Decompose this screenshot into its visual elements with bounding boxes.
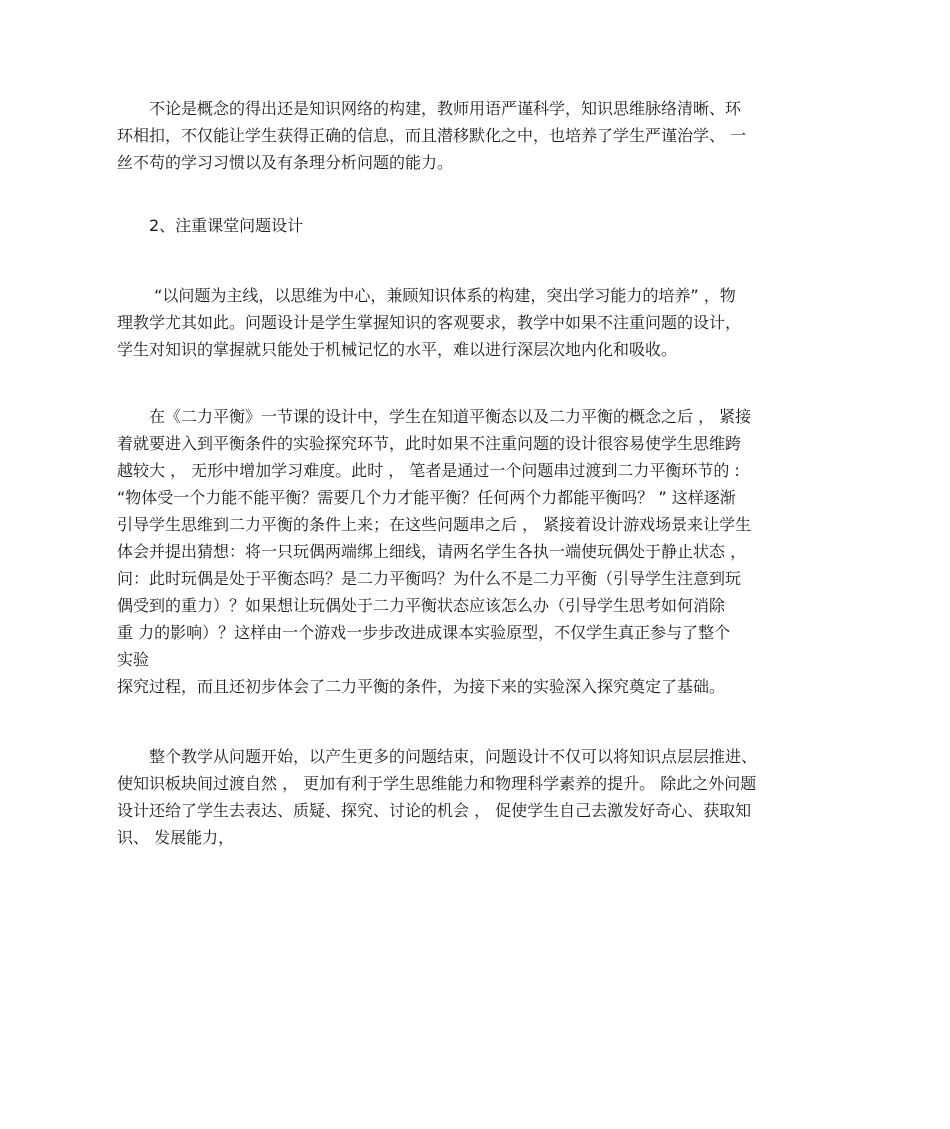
paragraph-4-line-1: 整个教学从问题开始，以产生更多的问题结束，问题设计不仅可以将知识点层层推进、 (117, 747, 758, 766)
paragraph-3-line-10: 实验 (117, 650, 150, 669)
paragraph-3-line-3: 越较大 ， 无形中增加学习难度。此时 ， 笔者是通过一个问题串过渡到二力平衡环节的 : (117, 461, 740, 480)
paragraph-1-line-1: 不论是概念的得出还是知识网络的构建，教师用语严谨科学，知识思维脉络清晰、环 (117, 99, 742, 118)
paragraph-1-line-3: 丝不苟的学习习惯以及有条理分析问题的能力。 (117, 153, 454, 172)
section-heading: 2、注重课堂问题设计 (117, 216, 304, 235)
paragraph-4-line-4: 识、 发展能力， (117, 828, 235, 847)
paragraph-3-line-8: 偶受到的重力）？如果想让玩偶处于二力平衡状态应该怎么办（引导学生思考如何消除 (117, 596, 726, 615)
paragraph-3-line-6: 体会并提出猜想：将一只玩偶两端绑上细线，请两名学生各执一端使玩偶处于静止状态 ， (117, 542, 747, 561)
paragraph-3-line-4: “物体受一个力能不能平衡？需要几个力才能平衡？任何两个力都能平衡吗？ ” 这样逐渐 (117, 488, 736, 507)
paragraph-3-line-2: 着就要进入到平衡条件的实验探究环节，此时如果不注重问题的设计很容易使学生思维跨 (117, 434, 742, 453)
paragraph-1-line-2: 环相扣，不仅能让学生获得正确的信息，而且潜移默化之中，也培养了学生严谨治学、 一 (117, 126, 747, 145)
paragraph-3-line-7: 问：此时玩偶是处于平衡态吗？是二力平衡吗？为什么不是二力平衡（引导学生注意到玩 (117, 569, 742, 588)
paragraph-4-line-2: 使知识板块间过渡自然 ， 更加有利于学生思维能力和物理科学素养的提升。 除此之外问题 (117, 774, 757, 793)
paragraph-3-line-5: 引导学生思维到二力平衡的条件上来；在这些问题串之后 ， 紧接着设计游戏场景来让学生 (117, 515, 752, 534)
paragraph-2-line-3: 学生对知识的掌握就只能处于机械记忆的水平，难以进行深层次地内化和吸收。 (117, 340, 678, 359)
paragraph-4-line-3: 设计还给了学生去表达、质疑、探究、讨论的机会 ， 促使学生自己去激发好奇心、获取知 (117, 801, 752, 820)
paragraph-2-line-1: “以问题为主线，以思维为中心，兼顾知识体系的构建，突出学习能力的培养” ，物 (117, 286, 736, 305)
paragraph-3-line-1: 在《二力平衡》一节课的设计中，学生在知道平衡态以及二力平衡的概念之后 ， 紧接 (117, 407, 752, 426)
paragraph-3-line-9: 重 力的影响）？这样由一个游戏一步步改进成课本实验原型，不仅学生真正参与了整个 (117, 623, 731, 642)
paragraph-2-line-2: 理教学尤其如此。问题设计是学生掌握知识的客观要求，教学中如果不注重问题的设计， (117, 313, 742, 332)
paragraph-3-line-11: 探究过程，而且还初步体会了二力平衡的条件，为接下来的实验深入探究奠定了基础。 (117, 677, 726, 696)
